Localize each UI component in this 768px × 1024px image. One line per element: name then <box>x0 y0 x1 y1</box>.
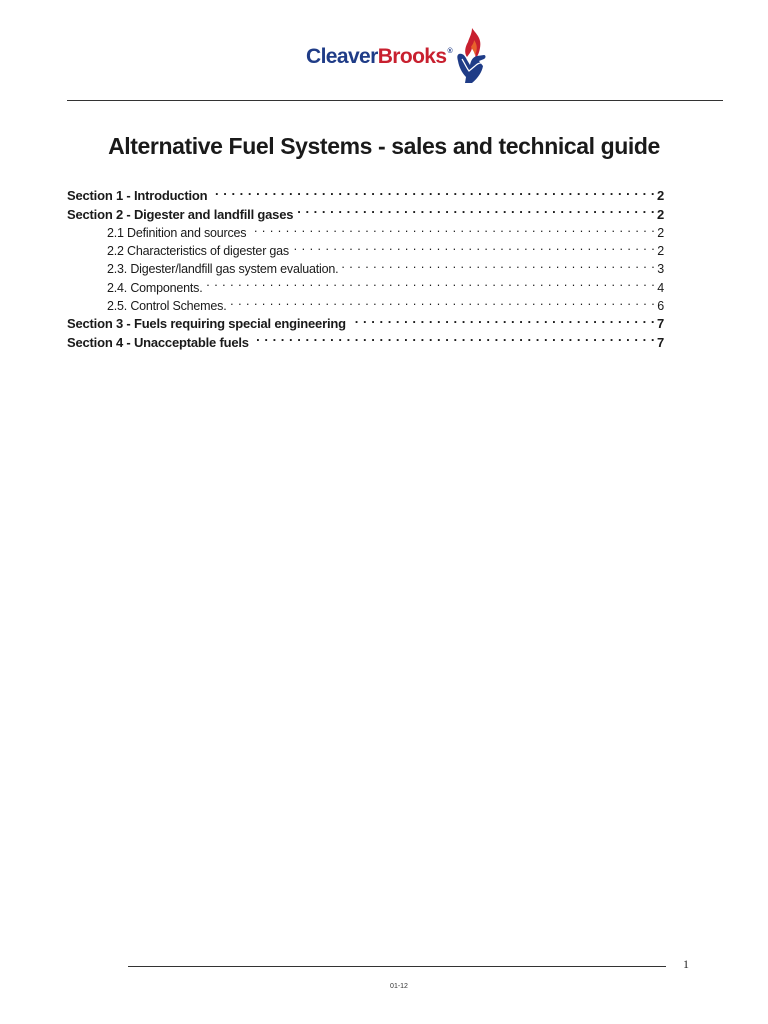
cleaver-brooks-logo <box>306 24 489 88</box>
document-code: 01-12 <box>390 983 408 990</box>
toc-dot-leader <box>211 182 655 200</box>
table-of-contents <box>67 182 664 350</box>
toc-dot-leader <box>253 328 655 346</box>
toc-entry-page: 6 <box>657 299 664 314</box>
toc-dot-leader <box>293 237 655 255</box>
toc-entry-label: Section 2 - Digester and landfill gases <box>67 206 294 222</box>
header-divider <box>67 100 723 101</box>
flame-hand-icon <box>453 26 489 86</box>
toc-entry-page: 2 <box>657 244 664 259</box>
logo-wordmark-brooks: Brooks <box>377 44 447 68</box>
page-number: 1 <box>683 957 689 971</box>
toc-dot-leader <box>230 292 655 310</box>
toc-entry-page: 2 <box>656 206 664 222</box>
logo-wordmark <box>306 46 452 67</box>
toc-entry-label: 2.4. Components. <box>107 280 203 295</box>
toc-entry-page: 7 <box>656 334 664 350</box>
toc-entry-label: 2.2 Characteristics of digester gas <box>107 244 289 259</box>
toc-entry[interactable] <box>67 182 664 204</box>
document-title: Alternative Fuel Systems - sales and technical guide <box>108 133 660 159</box>
toc-entry-page: 4 <box>657 280 664 295</box>
toc-entry-label: 2.5. Control Schemes. <box>107 299 227 314</box>
toc-dot-leader <box>206 273 655 291</box>
toc-dot-leader <box>297 200 655 218</box>
toc-entry-label: Section 1 - Introduction <box>67 188 208 204</box>
toc-entry-page: 2 <box>656 188 664 204</box>
toc-dot-leader <box>350 310 655 328</box>
toc-entry-page: 7 <box>656 316 664 332</box>
toc-entry-page: 2 <box>657 225 664 240</box>
toc-entry-label: 2.1 Definition and sources <box>107 225 247 240</box>
toc-entry-label: Section 3 - Fuels requiring special engineering <box>67 316 346 332</box>
toc-entry-label: 2.3. Digester/landfill gas system evaluation. <box>107 262 339 277</box>
toc-dot-leader <box>250 219 655 237</box>
toc-entry-page: 3 <box>657 262 664 277</box>
toc-entry-label: Section 4 - Unacceptable fuels <box>67 334 249 350</box>
footer-divider <box>128 966 666 967</box>
logo-wordmark-cleaver: Cleaver <box>306 44 378 68</box>
logo-registered-mark: ® <box>447 47 453 55</box>
toc-dot-leader <box>342 255 655 273</box>
